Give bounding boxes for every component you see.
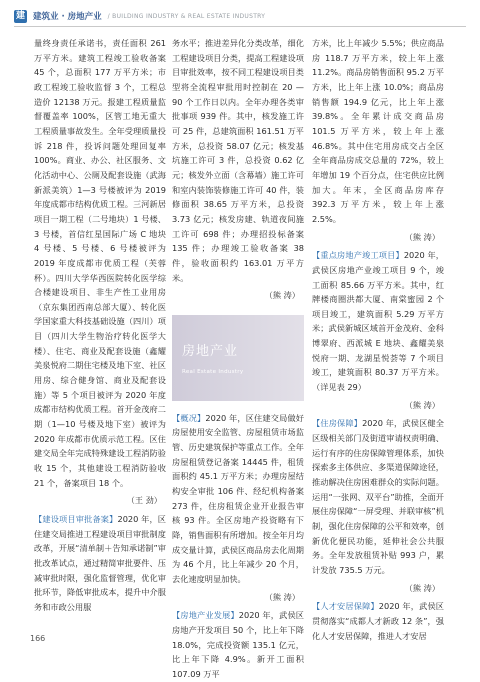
page-number: 166: [30, 634, 46, 643]
paragraph: [172, 608, 304, 681]
author-signature: （熊 涛）: [404, 582, 440, 593]
section-tag: 【重点房地产竣工项目】: [312, 250, 404, 261]
section-tag: 【人才安居保障】: [312, 601, 379, 612]
section-title: 建筑业 · 房地产业: [33, 12, 102, 22]
author-signature: （熊 涛）: [404, 231, 440, 242]
author-signature: （王 劲）: [126, 495, 162, 506]
building-logo-icon: 建: [15, 10, 25, 21]
paragraph: 方米，比上年减少 5.5%；供应商品房 118.7 万平方米，较上年上涨 11.2%。商品房销售面积 95.2 万平方米，比上年上涨 10.0%；商品房销售额 194.9 亿元，比上年上涨 39.8%。全年累计成交商品房 101.5 万平方米，较上年上涨 46.8%。其中住宅用房成交占全区全年商品房成交总量的 72%，较上年增加 19 个百分点，住宅供应比例加大。年末，全区商品房库存 392.3 万平方米，较上年上涨 2.5%。: [312, 38, 444, 224]
paragraph: 务水平；推进差异化分类改革，细化工程建设项目分类，提高工程建设项目审批效率，按不同工程建设项目类型将全流程审批用时控制在 20 — 90 个工作日以内。全年办理各类审批事项 939 件。其中，核发施工许可 25 件，总建筑面积 161.51 万平方米，总投资 58.07 亿元；核发基坑施工许可 3 件，总投资 0.62 亿元；核发外立面（含幕墙）施工许可和室内装饰装修施工许可 40 件，装修面积 38.65 万平方米，总投资 3.73 亿元；核发房建、轨道夜间施工许可 698 件；办理招投标备案 135 件；办理竣工验收备案 38 件，验收面积约 163.01 万平方米。: [172, 38, 304, 283]
text-column-1: [34, 36, 166, 615]
section-subtitle: / BUILDING INDUSTRY & REAL ESTATE INDUSTRY: [107, 12, 266, 20]
paragraph-text: 2020 年，武侯区健全区级相关部门及街道审请权责明确、运行有序的住房保障管理体系，加快探索多主体供应、多渠道保障途径，推动解决住房困难群众的实际问题。运用“一张网、双平台”助推，全面开展住房保障“一屏受理、并联审核”机制，强化住房保障的公平和效率，创新优化便民功能，延伸社会公共服务。全年发放租赁补贴 993 户，累计发放 735.5 万元。: [312, 418, 444, 575]
paragraph: [312, 416, 444, 577]
paragraph: 量终身责任承诺书，责任面积 261 万平方米。建筑工程竣工验收备案 45 个，总面积 177 万平方米；市政工程竣工验收监督 3 个，工程总造价 12138 万元。报建工程质量监督覆盖率 100%，区管工地无重大工程质量事故发生。全年受理质量投诉 218 件，投诉问题处理回复率 100%。商业、办公、社区服务、文化活动中心、公厕及配套设施（武海新派美筑）1—3 号楼被评为 2019 年度成都市结构优质工程。三河新居项目一期工程（二号地块）1 号楼、3 号楼，首信红星国际广场 C 地块 4 号楼、5 号楼、6 号楼被评为 2019 年度成都市优质工程（芙蓉杯）。四川大学华西医院转化医学综合楼建设项目、非生产性工业用房（京东集团西南总部大厦）、转化医学国家重大科技基础设施（四川）项目（四川大学生物治疗转化医学大楼）、住宅、商业及配套设施（鑫耀美泉悦府二期住宅楼及地下室、社区用房、综合健身馆、商业及配套设施）等 5 个项目被评为 2020 年度成都市结构优质工程。首开金茂府二期（1—10 号楼及地下室）被评为 2020 年成都市优质示范工程。区住建交局全年完成特殊建设工程消防验收 15 个，其他建设工程消防验收 21 个，备案项目 18 个。: [34, 38, 166, 488]
paragraph-text: 2020 年，武侯区房地产业竣工项目 9 个，竣工面积 85.66 万平方米。其中，红牌楼商圈洪都大厦、南棠蜜园 2 个项目竣工，建筑面积 5.29 万平方米；武侯新城区域首开金茂府、金科博翠府、西派城 E 地块、鑫耀美泉悦府一期、龙湖星悦荟等 7 个项目竣工，建筑面积 80.37 万平方米。（详见表 29）: [312, 250, 444, 393]
paragraph: [34, 512, 166, 615]
author-signature: （熊 涛）: [404, 399, 440, 410]
banner-subtitle: Real Estate Industry: [182, 368, 244, 375]
banner-title: 房地产业: [182, 343, 239, 359]
paragraph-text: 2020 年，区住建交局推进工程建设项目审批制度改革，开展“清单制＋告知承诺制”审批改革试点，通过精简审批要件、压减审批时限，强化监督管理，优化审批环节，降低审批成本，提升中介服务和市政公用服: [34, 514, 166, 612]
paragraph: [312, 248, 444, 395]
author-signature: （熊 涛）: [264, 591, 300, 602]
section-tag: 【概况】: [172, 412, 206, 423]
author-signature: （熊 涛）: [264, 290, 300, 301]
section-banner: [172, 315, 304, 401]
section-tag: 【住房保障】: [312, 418, 363, 429]
section-tag: 【建设项目审批备案】: [34, 514, 118, 524]
paragraph: [172, 411, 304, 587]
section-tag: 【房地产业发展】: [172, 610, 239, 621]
paragraph-text: 2020 年，武侯区房地产开发项目 50 个，比上年下降 18.0%，完成投资额 135.1 亿元，比上年下降 4.9%。新开工面积 107.09 万平: [172, 610, 304, 679]
text-column-2: [172, 36, 304, 682]
paragraph-text: 2020 年，区住建交局做好房屋使用安全监管、房屋租赁市场监管、历史建筑保护等重点工作。全年房屋租赁登记备案 14445 件，租赁面积约 45.1 万平方米；办理房屋结构安全审批 106 件、经纪机构备案 273 件，住房租赁企业开业报告审核 93 件。全区房地产投资略有下降，销售面积有所增加。按全年月均成交量计算，武侯区商品房去化周期为 46 个月，比上年减少 20 个月，去化速度明显加快。: [172, 412, 304, 585]
paragraph: [312, 599, 444, 643]
paragraph-text: 2020 年，武侯区贯彻落实“成都人才新政 12 条”，强化人才安居保障，推进人才安居: [312, 601, 444, 641]
text-column-3: [312, 36, 444, 643]
page-header: [14, 6, 466, 27]
